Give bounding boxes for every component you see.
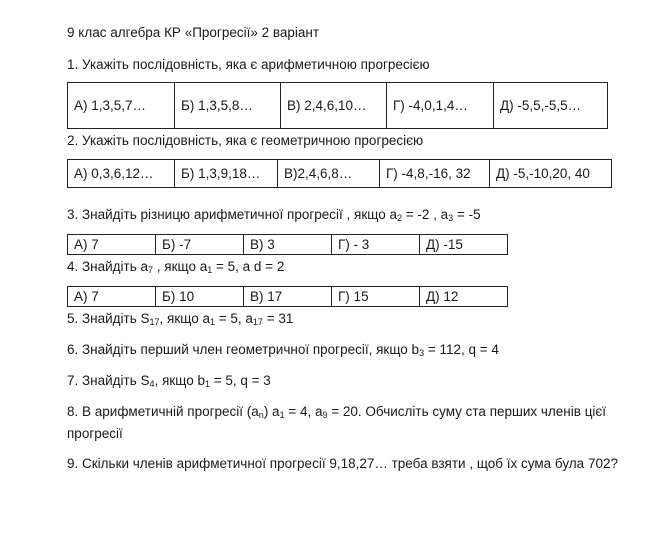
q4-option-v: В) 17 [244, 287, 332, 307]
q3-option-b: Б) -7 [156, 235, 244, 255]
question-8-text: 8. В арифметичній прогресії $(а_n) а_1 = 4$, $а_9 = 20$. Обчисліть суму ста перших членів цієї прогресії [67, 404, 607, 441]
q2-option-b: Б) 1,3,9,18… [175, 160, 278, 188]
q1-option-b: Б) 1,3,5,8… [175, 83, 281, 129]
question-4-text: 4. Знайдіть $а_7$ , якщо $а_1 = 5$, а d = 2 [67, 259, 285, 275]
question-1-text: 1. Укажіть послідовність, яка є арифметичною прогресією [67, 57, 430, 72]
q1-option-a: А) 1,3,5,7… [68, 83, 175, 129]
q3-option-v: В) 3 [244, 235, 332, 255]
q2-option-a: А) 0,3,6,12… [68, 160, 175, 188]
q4-option-d: Д) 12 [420, 287, 508, 307]
question-5-text: 5. Знайдіть $S_{17}$, якщо $а_1 = 5$, $а_{17} = 31$ [67, 311, 294, 327]
q4-option-a: А) 7 [68, 287, 156, 307]
question-3-options [67, 234, 508, 255]
q4-option-g: Г) 15 [332, 287, 420, 307]
q2-option-d: Д) -5,-10,20, 40 [490, 160, 612, 188]
question-7-text: 7. Знайдіть $S_4$, якщо $b_1 = 5$, q = 3 [67, 373, 271, 389]
q3-option-g: Г) - 3 [332, 235, 420, 255]
q1-option-g: Г) -4,0,1,4… [387, 83, 494, 129]
q1-option-d: Д) -5,5,-5,5… [494, 83, 608, 129]
question-2-options [67, 159, 612, 188]
question-4-options [67, 286, 508, 307]
q3-option-d: Д) -15 [420, 235, 508, 255]
q3-option-a: А) 7 [68, 235, 156, 255]
document-title: 9 клас алгебра КР «Прогресії» 2 варіант [67, 25, 320, 40]
question-6-text: 6. Знайдіть перший член геометричної прогресії, якщо $b_3 = 112$, q = 4 [67, 342, 499, 358]
q1-option-v: В) 2,4,6,10… [281, 83, 387, 129]
question-2-text: 2. Укажіть послідовність, яка є геометричною прогресією [67, 133, 424, 148]
question-3-text: 3. Знайдіть різницю арифметичної прогресії , якщо $а_2 = -2$ , $а_3 = -5$ [67, 207, 481, 223]
q2-option-v: В)2,4,6,8… [278, 160, 380, 188]
q4-option-b: Б) 10 [156, 287, 244, 307]
q2-option-g: Г) -4,8,-16, 32 [380, 160, 490, 188]
question-9-text: 9. Скільки членів арифметичної прогресії 9,18,27… треба взяти , щоб їх сума була 702? [67, 456, 618, 471]
question-1-options [67, 82, 608, 129]
